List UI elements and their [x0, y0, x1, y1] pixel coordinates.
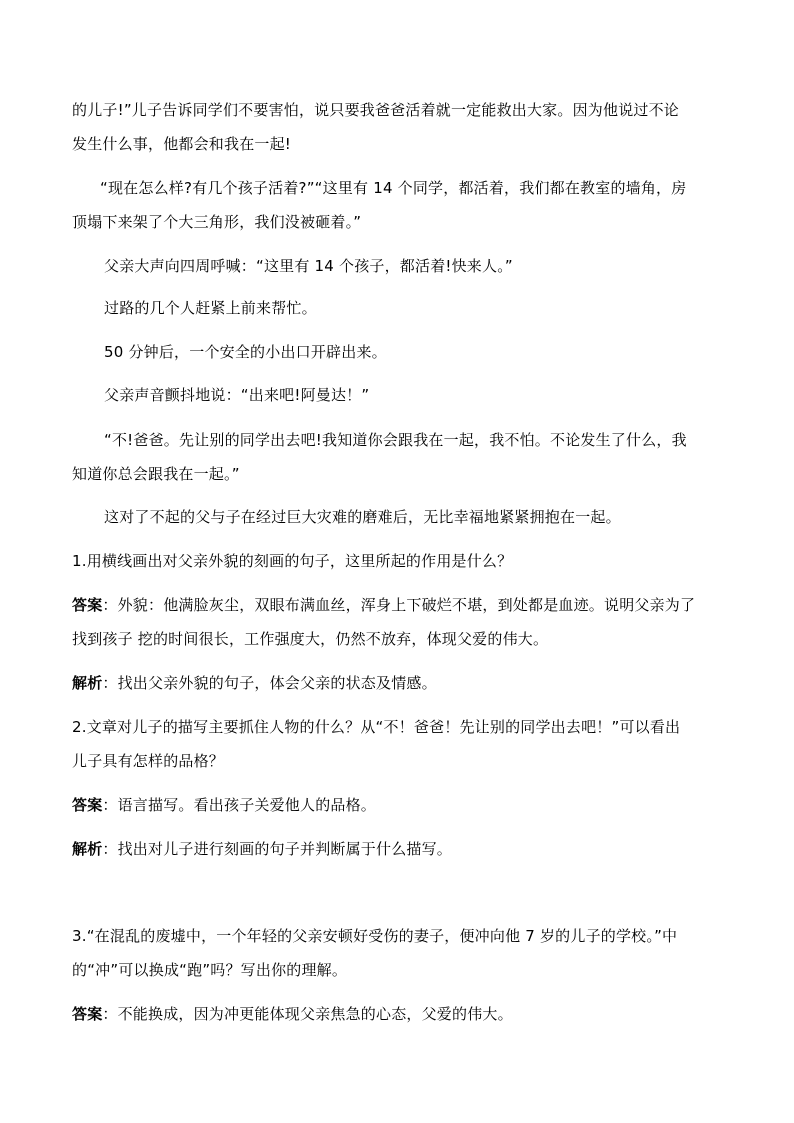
story-paragraph-8: 这对了不起的父与子在经过巨大灾难的磨难后，无比幸福地紧紧拥抱在一起。	[104, 508, 621, 526]
question-3-answer	[72, 1004, 513, 1024]
answer-text: ：外貌：他满脸灰尘，双眼布满血丝，浑身上下破烂不堪，到处都是血迹。说明父亲为了	[102, 596, 696, 614]
question-1-analysis	[72, 673, 437, 693]
story-paragraph-7-line-2: 知道你总会跟我在一起。”	[72, 465, 240, 483]
question-2-text-line-1: 2.文章对儿子的描写主要抓住人物的什么？从“不！爸爸！先让别的同学出去吧！”可以看出	[72, 718, 681, 736]
story-paragraph-2-line-2: 顶塌下来架了个大三角形，我们没被砸着。”	[72, 213, 362, 231]
analysis-label: 解析	[72, 840, 103, 858]
analysis-text: ：找出父亲外貌的句子，体会父亲的状态及情感。	[102, 674, 437, 692]
story-paragraph-7-line-1: “不!爸爸。先让别的同学出去吧!我知道你会跟我在一起，我不怕。不论发生了什么，我	[104, 431, 687, 449]
story-paragraph-1-line-1: 的儿子!”儿子告诉同学们不要害怕，说只要我爸爸活着就一定能救出大家。因为他说过不论	[72, 101, 679, 119]
question-1-text: 1.用横线画出对父亲外貌的刻画的句子，这里所起的作用是什么？	[72, 552, 513, 570]
answer-label: 答案	[72, 1005, 103, 1023]
story-paragraph-5: 50 分钟后，一个安全的小出口开辟出来。	[104, 343, 387, 361]
story-paragraph-4: 过路的几个人赶紧上前来帮忙。	[104, 299, 317, 317]
question-2-answer	[72, 795, 376, 815]
question-3-text-line-1: 3.“在混乱的废墟中，一个年轻的父亲安顿好受伤的妻子，便冲向他 7 岁的儿子的学校。”中	[72, 927, 678, 945]
question-2-analysis	[72, 839, 452, 859]
story-paragraph-2-line-1: “现在怎么样?有几个孩子活着?”“这里有 14 个同学，都活着，我们都在教室的墙角，房	[100, 179, 687, 197]
question-2-text-line-2: 儿子具有怎样的品格？	[72, 752, 225, 770]
answer-text: ：不能换成，因为冲更能体现父亲焦急的心态，父爱的伟大。	[102, 1005, 513, 1023]
answer-label: 答案	[72, 596, 103, 614]
answer-label: 答案	[72, 796, 103, 814]
question-1-answer-line-1	[72, 595, 695, 615]
analysis-label: 解析	[72, 674, 103, 692]
story-paragraph-3: 父亲大声向四周呼喊：“这里有 14 个孩子，都活着!快来人。”	[104, 257, 513, 275]
analysis-text: ：找出对儿子进行刻画的句子并判断属于什么描写。	[102, 840, 453, 858]
question-3-text-line-2: 的“冲”可以换成“跑”吗？写出你的理解。	[72, 961, 348, 979]
answer-text: ：语言描写。看出孩子关爱他人的品格。	[102, 796, 377, 814]
story-paragraph-1-line-2: 发生什么事，他都会和我在一起!	[72, 135, 292, 153]
question-1-answer-line-2: 找到孩子 挖的时间很长，工作强度大，仍然不放弃，体现父爱的伟大。	[72, 630, 549, 648]
story-paragraph-6: 父亲声音颤抖地说：“出来吧!阿曼达！”	[104, 386, 370, 404]
